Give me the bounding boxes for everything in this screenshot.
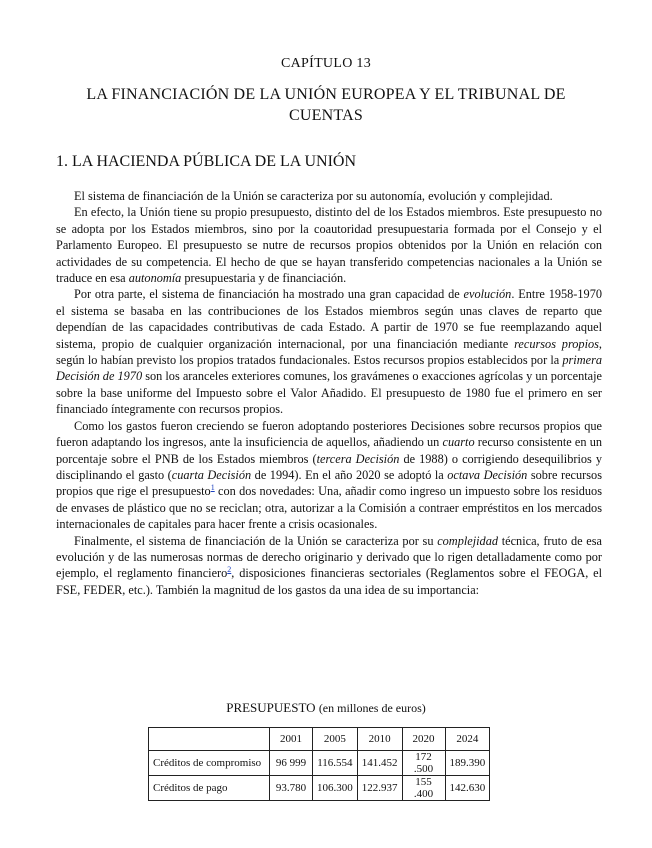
chapter-label: CAPÍTULO 13 <box>280 56 372 71</box>
paragraph-complejidad: Finalmente, el sistema de financiación de la Unión se caracteriza por su complejidad técnica, fruto de esa evolución y de las numerosas normas de derecho originario y derivado que lo rigen detalladamente como por ejemplo, el reglamento financiero$^2$, disposiciones financieras sectoriales (Reglamentos sobre el FEOGA, el FSE, FEDER, etc.). También la magnitud de los gastos da una idea de su importancia: <box>56 533 603 597</box>
section-heading: 1. LA HACIENDA PÚBLICA DE LA UNIÓN <box>56 153 356 170</box>
body-text <box>56 188 602 598</box>
table-caption-main: PRESUPUESTO <box>226 700 316 715</box>
table-cell: 122.937 <box>357 776 402 801</box>
table-cell: 189.390 <box>445 751 490 776</box>
year-header: 2024 <box>445 728 490 751</box>
table-header-row <box>149 728 490 751</box>
budget-table <box>148 727 490 801</box>
paragraph-autonomia: En efecto, la Unión tiene su propio presupuesto, distinto del de los Estados miembros. Este presupuesto no se adopta por los Estados miembros, sino por la coautoridad presupuestaria formada por el Consejo y el Parlamento Europeo. El presupuesto se nutre de recursos propios obtenidos por la Unión en relación con actividades de su competencia. El hecho de que se hayan transferido competencias nacionales a la Unión se traduce en esa autonomía presupuestaria y de financiación. <box>56 205 602 286</box>
table-row <box>149 776 490 801</box>
table-cell: 106.300 <box>313 776 358 801</box>
table-cell: 155 .400 <box>402 776 445 801</box>
table-cell: 116.554 <box>313 751 358 776</box>
year-header: 2001 <box>270 728 313 751</box>
chapter-title: LA FINANCIACIÓN DE LA UNIÓN EUROPEA Y EL TRIBUNAL DE CUENTAS <box>86 86 566 124</box>
row-label: Créditos de pago <box>149 776 270 801</box>
table-corner-cell <box>149 728 270 751</box>
paragraph-intro: El sistema de financiación de la Unión se caracteriza por su autonomía, evolución y complejidad. <box>74 189 553 203</box>
table-cell: 96 999 <box>270 751 313 776</box>
table-cell: 93.780 <box>270 776 313 801</box>
table-cell: 142.630 <box>445 776 490 801</box>
table-caption-units: (en millones de euros) <box>318 701 426 715</box>
row-label: Créditos de compromiso <box>149 751 270 776</box>
table-cell: 172 .500 <box>402 751 445 776</box>
paragraph-evolucion: Por otra parte, el sistema de financiación ha mostrado una gran capacidad de evolución. Entre 1958-1970 el sistema se basaba en las contribuciones de los Estados miembros según unas claves de reparto que dependían de las capacidades contributivas de cada Estado. A partir de 1970 se fue reemplazando aquel sistema, propio de cualquier organización internacional, por una financiación mediante recursos propios, según lo habían previsto los propios tratados fundacionales. Estos recursos propios establecidos por la primera Decisión de 1970 son los aranceles exteriores comunes, los gravámenes o exacciones agrícolas y un porcentaje sobre la base uniforme del Impuesto sobre el Valor Añadido. El presupuesto de 1980 fue el primero en ser financiado íntegramente con recursos propios. <box>56 287 602 417</box>
footnote-link-1[interactable]: 1 <box>210 483 215 493</box>
year-header: 2010 <box>357 728 402 751</box>
table-caption <box>0 700 652 716</box>
year-header: 2005 <box>313 728 358 751</box>
year-header: 2020 <box>402 728 445 751</box>
table-cell: 141.452 <box>357 751 402 776</box>
table-row <box>149 751 490 776</box>
paragraph-decisiones: Como los gastos fueron creciendo se fueron adoptando posteriores Decisiones sobre recursos propios que fueron adaptando los ingresos, ante la insuficiencia de aquellos, añadiendo un cuarto recurso consistente en un porcentaje sobre el PNB de los Estados miembros (tercera Decisión de 1988) o corrigiendo desequilibrios y disciplinando el gasto (cuarta Decisión de 1994). En el año 2020 se adoptó la octava Decisión sobre recursos propios que rige el presupuesto$^1$ con dos novedades: Una, añadir como ingreso un impuesto sobre los residuos de envases de plástico que no se reciclan; otra, autorizar a la Comisión a contraer empréstitos en los mercados internacionales de capitales para hacer frente a crisis ocasionales. <box>56 418 603 532</box>
footnote-link-2[interactable]: 2 <box>227 565 232 575</box>
